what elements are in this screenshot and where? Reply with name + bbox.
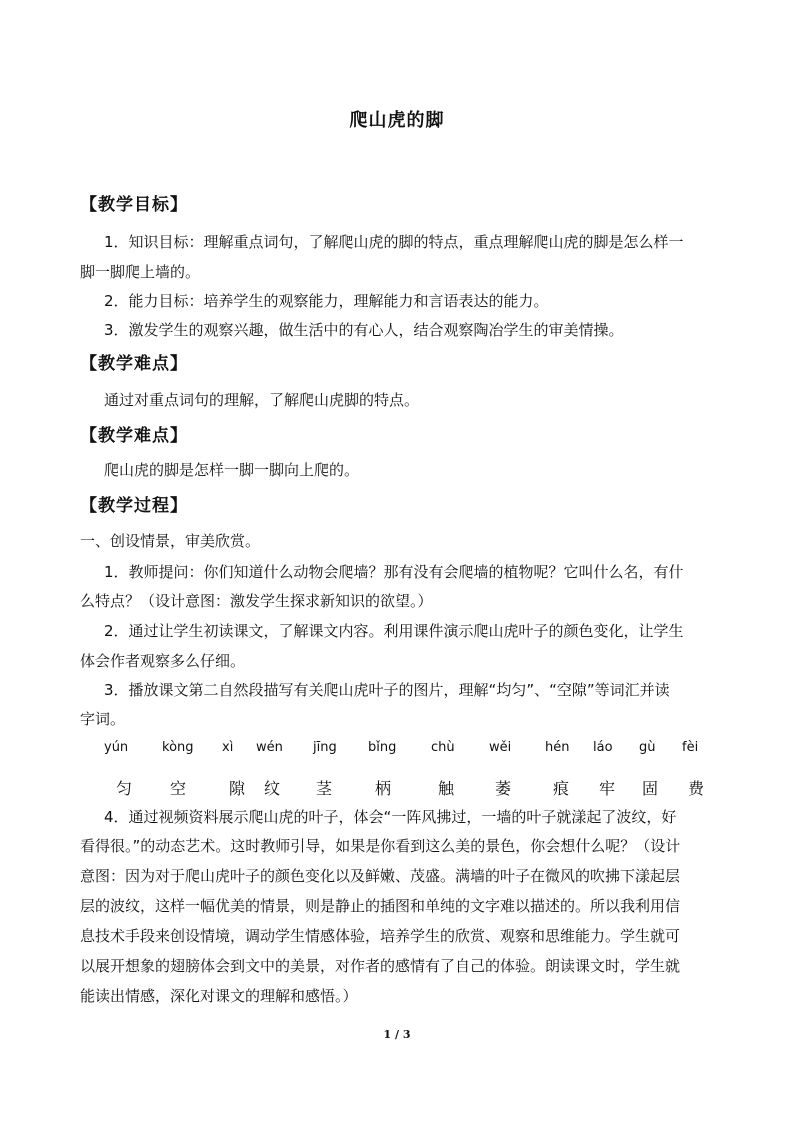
page-number: 1 / 3 xyxy=(383,1028,411,1041)
vocab-character: 痕 xyxy=(553,779,570,798)
para-4-line-2: 看得很。”的动态艺术。这时教师引导，如果是你看到这么美的景色，你会想什么呢？（设计 xyxy=(80,837,681,855)
vocab-character: 空 xyxy=(170,779,187,798)
heading-process: 【教学过程】 xyxy=(80,496,188,516)
heading-goals: 【教学目标】 xyxy=(80,195,188,215)
pinyin-item: bǐng xyxy=(368,740,397,755)
para-4-line-7: 能读出情感，深化对课文的理解和感悟。） xyxy=(80,987,358,1005)
goal-1-line-1: 1．知识目标：理解重点词句，了解爬山虎的脚的特点，重点理解爬山虎的脚是怎么样一 xyxy=(104,233,684,251)
para-3-line-2: 字词。 xyxy=(80,710,126,728)
step-title: 一、创设情景，审美欣赏。 xyxy=(80,532,261,550)
vocab-character: 柄 xyxy=(375,779,392,798)
pinyin-item: gù xyxy=(639,740,656,755)
vocab-character: 萎 xyxy=(495,779,512,798)
vocab-character: 纹 xyxy=(264,779,281,798)
para-4-line-6: 以展开想象的翅膀体会到文中的美景，对作者的感情有了自己的体验。朗读课文时，学生就 xyxy=(80,957,681,975)
difficulty-1-text: 通过对重点词句的理解，了解爬山虎脚的特点。 xyxy=(104,391,420,409)
pinyin-item: jīng xyxy=(313,740,337,755)
para-4-line-5: 息技术手段来创设情境，调动学生情感体验，培养学生的欣赏、观察和思维能力。学生就可 xyxy=(80,927,681,945)
para-1-line-2: 么特点？（设计意图：激发学生探求新知识的欲望。） xyxy=(80,592,433,610)
pinyin-item: fèi xyxy=(682,740,699,755)
vocab-character: 隙 xyxy=(229,779,246,798)
pinyin-item: wén xyxy=(256,740,283,755)
heading-difficulty-2: 【教学难点】 xyxy=(80,426,188,446)
vocab-character: 茎 xyxy=(316,779,333,798)
para-4-line-1: 4．通过视频资料展示爬山虎的叶子，体会“一阵风拂过，一墙的叶子就漾起了波纹，好 xyxy=(104,808,677,826)
goal-2: 2．能力目标：培养学生的观察能力，理解能力和言语表达的能力。 xyxy=(104,292,549,310)
pinyin-item: xì xyxy=(222,740,234,755)
pinyin-item: hén xyxy=(545,740,570,755)
pinyin-item: kòng xyxy=(162,740,194,755)
para-1-line-1: 1．教师提问：你们知道什么动物会爬墙？那有没有会爬墙的植物呢？它叫什么名，有什 xyxy=(104,563,684,581)
pinyin-item: chù xyxy=(431,740,455,755)
goal-1-line-2: 脚一脚爬上墙的。 xyxy=(80,263,201,281)
difficulty-2-text: 爬山虎的脚是怎样一脚一脚向上爬的。 xyxy=(104,461,360,479)
vocab-character: 费 xyxy=(688,779,705,798)
para-4-line-3: 意图：因为对于爬山虎叶子的颜色变化以及鲜嫩、茂盛。满墙的叶子在微风的吹拂下漾起层 xyxy=(80,867,681,885)
para-2-line-1: 2．通过让学生初读课文，了解课文内容。利用课件演示爬山虎叶子的颜色变化，让学生 xyxy=(104,622,684,640)
para-2-line-2: 体会作者观察多么仔细。 xyxy=(80,652,246,670)
vocab-character: 固 xyxy=(642,779,659,798)
para-3-line-1: 3．播放课文第二自然段描写有关爬山虎叶子的图片，理解“均匀”、“空隙”等词汇并读 xyxy=(104,681,670,699)
para-4-line-4: 层的波纹，这样一幅优美的情景，则是静止的插图和单纯的文字难以描述的。所以我利用信 xyxy=(80,897,681,915)
page-title: 爬山虎的脚 xyxy=(349,110,445,131)
heading-difficulty-1: 【教学难点】 xyxy=(80,354,188,374)
pinyin-item: yún xyxy=(104,740,129,755)
vocab-character: 匀 xyxy=(116,779,133,798)
vocab-character: 牢 xyxy=(599,779,616,798)
goal-3: 3．激发学生的观察兴趣，做生活中的有心人，结合观察陶冶学生的审美情操。 xyxy=(104,321,624,339)
pinyin-item: láo xyxy=(593,740,613,755)
pinyin-item: wěi xyxy=(489,740,512,755)
vocab-character: 触 xyxy=(438,779,455,798)
